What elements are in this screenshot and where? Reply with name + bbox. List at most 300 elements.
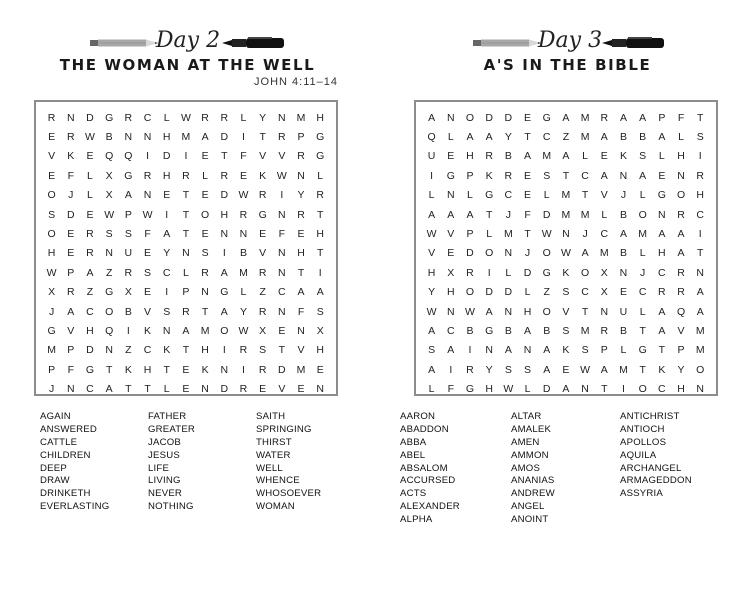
grid-letter[interactable]: H [523, 305, 532, 318]
grid-letter[interactable]: A [619, 111, 627, 124]
grid-letter[interactable]: G [638, 344, 647, 357]
grid-letter[interactable]: E [658, 169, 666, 182]
grid-letter[interactable]: V [297, 344, 305, 357]
grid-letter[interactable]: L [505, 266, 512, 279]
grid-letter[interactable]: E [182, 363, 190, 376]
grid-letter[interactable]: R [466, 363, 474, 376]
grid-letter[interactable]: Z [86, 286, 94, 299]
grid-letter[interactable]: L [486, 228, 493, 241]
grid-letter[interactable]: L [240, 286, 247, 299]
grid-letter[interactable]: W [276, 169, 287, 182]
grid-letter[interactable]: V [677, 324, 685, 337]
grid-letter[interactable]: C [143, 344, 152, 357]
grid-letter[interactable]: W [560, 247, 571, 260]
grid-letter[interactable]: E [201, 150, 209, 163]
grid-letter[interactable]: T [182, 189, 190, 202]
grid-letter[interactable]: G [542, 111, 551, 124]
grid-letter[interactable]: A [105, 383, 113, 396]
grid-letter[interactable]: T [182, 208, 190, 221]
grid-letter[interactable]: R [124, 266, 133, 279]
grid-letter[interactable]: L [582, 150, 589, 163]
grid-letter[interactable]: T [163, 363, 170, 376]
grid-letter[interactable]: T [297, 266, 305, 279]
grid-letter[interactable]: R [316, 189, 325, 202]
grid-letter[interactable]: T [278, 344, 286, 357]
grid-letter[interactable]: T [105, 363, 113, 376]
grid-letter[interactable]: Y [297, 189, 305, 202]
grid-letter[interactable]: X [316, 324, 324, 337]
grid-letter[interactable]: E [163, 189, 171, 202]
grid-letter[interactable]: D [542, 208, 551, 221]
grid-letter[interactable]: V [144, 305, 152, 318]
grid-letter[interactable]: R [600, 324, 609, 337]
grid-letter[interactable]: M [638, 228, 648, 241]
grid-letter[interactable]: T [658, 344, 666, 357]
grid-letter[interactable]: V [67, 324, 75, 337]
grid-letter[interactable]: R [677, 208, 685, 221]
grid-letter[interactable]: A [428, 208, 436, 221]
grid-letter[interactable]: C [278, 286, 286, 299]
grid-letter[interactable]: M [239, 266, 248, 279]
grid-letter[interactable]: G [657, 189, 666, 202]
grid-letter[interactable]: B [466, 324, 474, 337]
grid-letter[interactable]: G [258, 208, 267, 221]
grid-letter[interactable]: N [446, 111, 455, 124]
grid-letter[interactable]: L [658, 150, 665, 163]
grid-letter[interactable]: E [562, 363, 570, 376]
grid-letter[interactable]: M [695, 324, 705, 337]
grid-letter[interactable]: N [182, 247, 190, 260]
grid-letter[interactable]: P [600, 344, 608, 357]
grid-letter[interactable]: D [485, 111, 493, 124]
grid-letter[interactable]: N [581, 383, 589, 396]
grid-letter[interactable]: I [222, 344, 226, 357]
grid-letter[interactable]: K [619, 150, 627, 163]
grid-letter[interactable]: L [601, 208, 608, 221]
grid-letter[interactable]: N [220, 363, 229, 376]
grid-letter[interactable]: E [524, 111, 532, 124]
grid-letter[interactable]: P [48, 363, 56, 376]
grid-letter[interactable]: V [428, 247, 436, 260]
grid-letter[interactable]: I [165, 286, 169, 299]
grid-letter[interactable]: W [426, 305, 437, 318]
grid-letter[interactable]: D [504, 111, 513, 124]
grid-letter[interactable]: S [504, 363, 512, 376]
grid-letter[interactable]: H [220, 208, 229, 221]
grid-letter[interactable]: T [259, 131, 266, 144]
grid-letter[interactable]: S [124, 228, 132, 241]
grid-letter[interactable]: R [143, 169, 152, 182]
grid-letter[interactable]: U [619, 305, 628, 318]
grid-letter[interactable]: S [428, 344, 436, 357]
grid-letter[interactable]: E [600, 150, 608, 163]
grid-letter[interactable]: K [658, 363, 666, 376]
grid-letter[interactable]: R [258, 266, 267, 279]
grid-letter[interactable]: F [240, 150, 247, 163]
grid-letter[interactable]: V [447, 228, 455, 241]
grid-letter[interactable]: W [180, 111, 191, 124]
grid-letter[interactable]: G [316, 131, 325, 144]
grid-letter[interactable]: W [465, 305, 475, 318]
grid-letter[interactable]: N [143, 189, 152, 202]
grid-letter[interactable]: H [162, 131, 171, 144]
grid-letter[interactable]: X [600, 266, 608, 279]
grid-letter[interactable]: K [259, 169, 267, 182]
grid-letter[interactable]: A [543, 363, 551, 376]
grid-letter[interactable]: B [504, 150, 512, 163]
grid-letter[interactable]: S [543, 169, 551, 182]
grid-letter[interactable]: G [85, 363, 95, 376]
grid-letter[interactable]: D [220, 383, 229, 396]
grid-letter[interactable]: P [124, 208, 132, 221]
grid-letter[interactable]: L [163, 111, 170, 124]
grid-letter[interactable]: I [146, 150, 149, 163]
grid-letter[interactable]: A [67, 305, 75, 318]
grid-letter[interactable]: N [485, 344, 493, 357]
grid-letter[interactable]: N [239, 228, 248, 241]
grid-letter[interactable]: M [561, 189, 571, 202]
grid-letter[interactable]: R [86, 228, 94, 241]
grid-letter[interactable]: M [503, 228, 513, 241]
grid-letter[interactable]: H [316, 111, 325, 124]
grid-letter[interactable]: B [619, 247, 627, 260]
grid-letter[interactable]: A [696, 286, 704, 299]
grid-letter[interactable]: A [696, 305, 704, 318]
grid-letter[interactable]: I [318, 266, 322, 279]
grid-letter[interactable]: X [259, 324, 267, 337]
grid-letter[interactable]: H [677, 150, 685, 163]
grid-letter[interactable]: C [658, 383, 666, 396]
grid-letter[interactable]: E [447, 150, 455, 163]
grid-letter[interactable]: S [696, 131, 704, 144]
grid-letter[interactable]: M [580, 111, 590, 124]
grid-letter[interactable]: A [677, 247, 685, 260]
grid-letter[interactable]: L [467, 189, 473, 202]
grid-letter[interactable]: N [658, 208, 666, 221]
grid-letter[interactable]: I [622, 383, 625, 396]
grid-letter[interactable]: C [658, 266, 666, 279]
grid-letter[interactable]: I [222, 247, 226, 260]
grid-letter[interactable]: S [201, 247, 209, 260]
grid-letter[interactable]: B [619, 324, 627, 337]
grid-letter[interactable]: I [165, 208, 169, 221]
grid-letter[interactable]: O [542, 305, 551, 318]
grid-letter[interactable]: F [524, 208, 531, 221]
grid-letter[interactable]: E [86, 150, 94, 163]
grid-letter[interactable]: Y [504, 131, 512, 144]
grid-letter[interactable]: J [48, 383, 55, 396]
grid-letter[interactable]: X [447, 266, 455, 279]
grid-letter[interactable]: B [639, 131, 647, 144]
grid-letter[interactable]: B [504, 324, 512, 337]
grid-letter[interactable]: M [296, 363, 306, 376]
grid-letter[interactable]: O [465, 286, 475, 299]
grid-letter[interactable]: N [600, 305, 609, 318]
grid-letter[interactable]: N [66, 111, 75, 124]
grid-letter[interactable]: L [543, 189, 550, 202]
grid-letter[interactable]: P [297, 131, 305, 144]
grid-letter[interactable]: H [466, 150, 474, 163]
grid-letter[interactable]: E [619, 286, 627, 299]
grid-letter[interactable]: W [580, 363, 591, 376]
grid-letter[interactable]: C [581, 286, 589, 299]
grid-letter[interactable]: N [696, 383, 705, 396]
grid-letter[interactable]: I [126, 324, 130, 337]
grid-letter[interactable]: L [678, 131, 684, 144]
grid-letter[interactable]: A [466, 131, 474, 144]
grid-letter[interactable]: G [105, 111, 114, 124]
grid-letter[interactable]: C [638, 286, 647, 299]
grid-letter[interactable]: M [580, 324, 590, 337]
grid-letter[interactable]: A [524, 324, 532, 337]
grid-letter[interactable]: O [47, 189, 56, 202]
grid-letter[interactable]: L [428, 189, 435, 202]
grid-letter[interactable]: R [47, 111, 56, 124]
grid-letter[interactable]: U [427, 150, 436, 163]
grid-letter[interactable]: N [278, 247, 286, 260]
grid-letter[interactable]: E [182, 383, 190, 396]
grid-letter[interactable]: C [600, 228, 609, 241]
grid-letter[interactable]: M [200, 324, 210, 337]
grid-letter[interactable]: O [581, 266, 590, 279]
grid-letter[interactable]: W [85, 131, 95, 144]
grid-letter[interactable]: T [125, 383, 132, 396]
grid-letter[interactable]: M [580, 131, 590, 144]
grid-letter[interactable]: L [620, 344, 627, 357]
grid-letter[interactable]: O [105, 305, 114, 318]
grid-letter[interactable]: R [297, 150, 305, 163]
grid-letter[interactable]: W [426, 228, 437, 241]
grid-letter[interactable]: R [278, 131, 286, 144]
grid-letter[interactable]: R [182, 305, 190, 318]
grid-letter[interactable]: S [259, 344, 267, 357]
grid-letter[interactable]: A [485, 131, 493, 144]
grid-letter[interactable]: E [316, 363, 324, 376]
grid-letter[interactable]: I [242, 131, 245, 144]
grid-letter[interactable]: L [202, 169, 209, 182]
grid-letter[interactable]: B [124, 305, 132, 318]
grid-letter[interactable]: T [581, 189, 589, 202]
grid-letter[interactable]: A [182, 324, 190, 337]
grid-letter[interactable]: Q [676, 305, 686, 318]
grid-letter[interactable]: T [182, 344, 190, 357]
grid-letter[interactable]: A [677, 228, 685, 241]
grid-letter[interactable]: G [105, 286, 114, 299]
grid-letter[interactable]: V [259, 247, 267, 260]
grid-letter[interactable]: Q [105, 150, 114, 163]
grid-letter[interactable]: H [696, 189, 705, 202]
grid-letter[interactable]: L [87, 189, 93, 202]
grid-letter[interactable]: P [182, 286, 190, 299]
grid-letter[interactable]: G [542, 266, 551, 279]
grid-letter[interactable]: Y [485, 363, 493, 376]
grid-letter[interactable]: D [86, 344, 94, 357]
grid-letter[interactable]: R [258, 189, 267, 202]
grid-letter[interactable]: R [485, 150, 493, 163]
grid-letter[interactable]: S [144, 266, 152, 279]
grid-letter[interactable]: G [47, 324, 56, 337]
grid-letter[interactable]: A [485, 305, 493, 318]
grid-letter[interactable]: H [658, 247, 666, 260]
grid-letter[interactable]: X [105, 169, 113, 182]
grid-letter[interactable]: R [600, 111, 609, 124]
grid-letter[interactable]: F [144, 228, 151, 241]
grid-letter[interactable]: E [239, 169, 247, 182]
grid-letter[interactable]: A [316, 286, 324, 299]
grid-letter[interactable]: Z [105, 266, 113, 279]
grid-letter[interactable]: C [86, 383, 94, 396]
grid-letter[interactable]: R [258, 363, 267, 376]
grid-letter[interactable]: E [67, 228, 75, 241]
grid-letter[interactable]: S [48, 208, 56, 221]
grid-letter[interactable]: Y [428, 286, 436, 299]
grid-letter[interactable]: A [581, 247, 589, 260]
grid-letter[interactable]: L [87, 169, 93, 182]
grid-letter[interactable]: S [105, 228, 113, 241]
grid-letter[interactable]: Y [259, 111, 267, 124]
grid-letter[interactable]: F [278, 228, 286, 241]
grid-letter[interactable]: X [48, 286, 56, 299]
grid-letter[interactable]: O [638, 208, 647, 221]
grid-letter[interactable]: F [67, 363, 74, 376]
grid-letter[interactable]: M [47, 344, 56, 357]
grid-letter[interactable]: D [466, 247, 474, 260]
grid-letter[interactable]: E [278, 324, 286, 337]
grid-letter[interactable]: Z [543, 286, 550, 299]
grid-letter[interactable]: X [600, 286, 608, 299]
grid-letter[interactable]: V [278, 383, 286, 396]
grid-letter[interactable]: A [562, 383, 570, 396]
grid-letter[interactable]: A [201, 131, 209, 144]
grid-letter[interactable]: C [162, 266, 171, 279]
grid-letter[interactable]: A [600, 131, 608, 144]
grid-letter[interactable]: P [658, 111, 666, 124]
grid-letter[interactable]: M [542, 150, 552, 163]
grid-letter[interactable]: A [562, 111, 570, 124]
grid-letter[interactable]: J [68, 189, 74, 202]
grid-letter[interactable]: L [317, 169, 324, 182]
grid-letter[interactable]: I [430, 169, 434, 182]
grid-letter[interactable]: A [163, 228, 171, 241]
grid-letter[interactable]: X [105, 189, 113, 202]
grid-letter[interactable]: M [599, 247, 609, 260]
grid-letter[interactable]: N [143, 131, 152, 144]
grid-letter[interactable]: R [220, 111, 229, 124]
grid-letter[interactable]: M [561, 208, 571, 221]
grid-letter[interactable]: P [67, 266, 75, 279]
grid-letter[interactable]: S [562, 286, 570, 299]
grid-letter[interactable]: R [239, 344, 248, 357]
grid-letter[interactable]: O [676, 189, 686, 202]
grid-letter[interactable]: K [67, 150, 75, 163]
grid-letter[interactable]: A [658, 324, 666, 337]
grid-letter[interactable]: Z [562, 131, 570, 144]
grid-letter[interactable]: Y [239, 305, 247, 318]
grid-letter[interactable]: T [317, 247, 324, 260]
grid-letter[interactable]: R [258, 305, 267, 318]
grid-letter[interactable]: T [697, 247, 704, 260]
grid-letter[interactable]: I [280, 189, 284, 202]
grid-letter[interactable]: A [543, 344, 551, 357]
grid-letter[interactable]: H [427, 266, 436, 279]
grid-letter[interactable]: N [504, 305, 513, 318]
grid-letter[interactable]: A [658, 228, 666, 241]
grid-letter[interactable]: R [677, 286, 685, 299]
grid-letter[interactable]: W [104, 208, 115, 221]
grid-letter[interactable]: Q [124, 150, 133, 163]
grid-letter[interactable]: O [696, 363, 705, 376]
grid-letter[interactable]: F [67, 169, 74, 182]
grid-letter[interactable]: O [47, 228, 56, 241]
grid-letter[interactable]: Q [105, 324, 114, 337]
grid-letter[interactable]: H [162, 169, 171, 182]
grid-letter[interactable]: A [297, 286, 305, 299]
grid-letter[interactable]: T [562, 169, 570, 182]
grid-letter[interactable]: L [639, 189, 646, 202]
grid-letter[interactable]: R [201, 266, 209, 279]
grid-letter[interactable]: J [640, 266, 646, 279]
grid-letter[interactable]: L [428, 383, 435, 396]
grid-letter[interactable]: K [562, 344, 570, 357]
grid-letter[interactable]: G [485, 324, 494, 337]
grid-letter[interactable]: E [48, 169, 56, 182]
grid-letter[interactable]: T [485, 208, 493, 221]
grid-letter[interactable]: G [124, 169, 133, 182]
grid-letter[interactable]: L [524, 286, 531, 299]
grid-letter[interactable]: N [446, 189, 455, 202]
grid-letter[interactable]: W [238, 189, 249, 202]
grid-letter[interactable]: N [677, 169, 685, 182]
grid-letter[interactable]: A [466, 208, 474, 221]
grid-letter[interactable]: A [639, 111, 647, 124]
grid-letter[interactable]: A [86, 266, 94, 279]
grid-letter[interactable]: D [485, 286, 493, 299]
grid-letter[interactable]: R [182, 169, 190, 182]
grid-letter[interactable]: D [504, 286, 513, 299]
grid-letter[interactable]: B [239, 247, 247, 260]
grid-letter[interactable]: V [562, 305, 570, 318]
grid-letter[interactable]: N [446, 305, 455, 318]
grid-letter[interactable]: I [184, 150, 188, 163]
grid-letter[interactable]: B [619, 131, 627, 144]
grid-letter[interactable]: N [201, 286, 209, 299]
grid-letter[interactable]: I [468, 344, 472, 357]
grid-letter[interactable]: R [86, 247, 94, 260]
grid-letter[interactable]: B [543, 324, 551, 337]
grid-letter[interactable]: N [278, 208, 286, 221]
grid-letter[interactable]: A [428, 111, 436, 124]
grid-letter[interactable]: D [523, 266, 532, 279]
grid-letter[interactable]: B [619, 208, 627, 221]
grid-letter[interactable]: O [485, 247, 494, 260]
grid-letter[interactable]: E [297, 383, 305, 396]
grid-letter[interactable]: T [639, 324, 646, 337]
grid-letter[interactable]: N [278, 266, 286, 279]
grid-letter[interactable]: C [696, 208, 705, 221]
grid-letter[interactable]: J [48, 305, 55, 318]
grid-letter[interactable]: H [316, 228, 325, 241]
grid-letter[interactable]: C [86, 305, 94, 318]
grid-letter[interactable]: O [542, 247, 551, 260]
grid-letter[interactable]: H [86, 324, 94, 337]
grid-letter[interactable]: F [297, 305, 305, 318]
grid-letter[interactable]: W [503, 383, 514, 396]
grid-letter[interactable]: M [695, 344, 705, 357]
grid-letter[interactable]: X [124, 286, 132, 299]
grid-letter[interactable]: I [698, 228, 702, 241]
grid-letter[interactable]: E [201, 228, 209, 241]
grid-letter[interactable]: G [485, 189, 494, 202]
